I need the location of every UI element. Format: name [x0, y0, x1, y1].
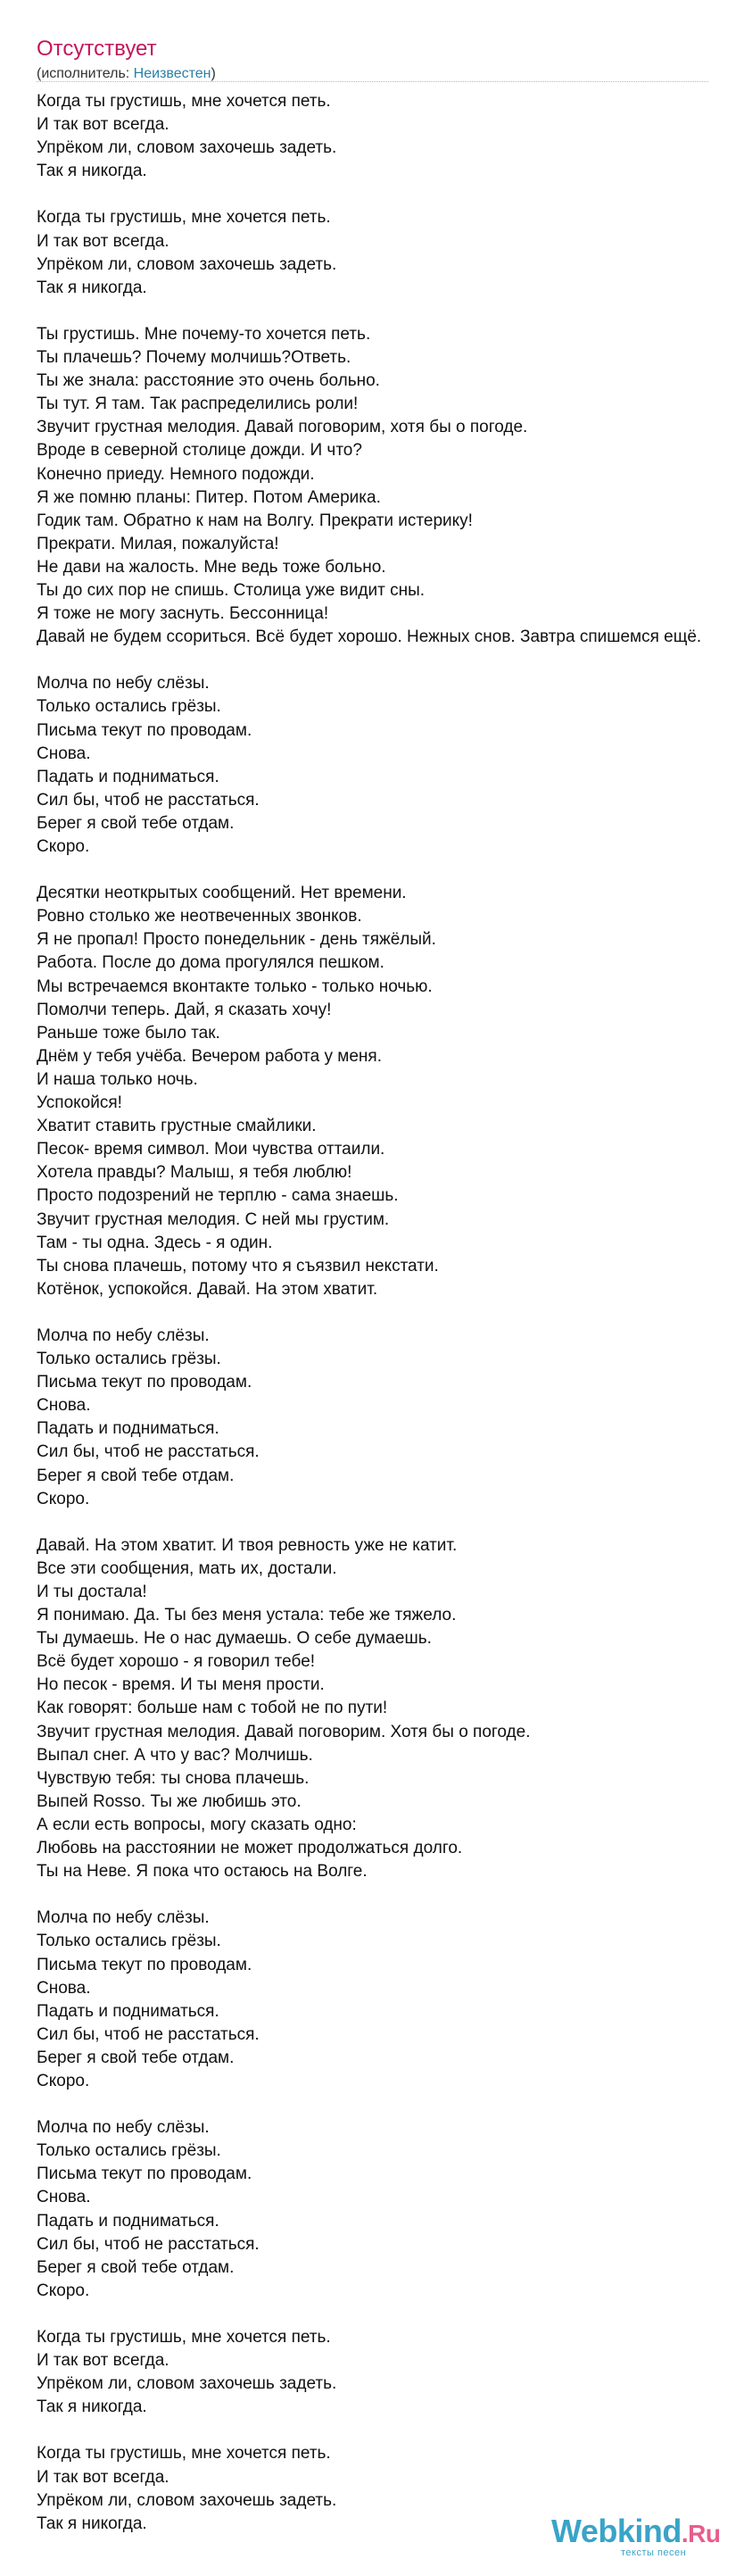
lyrics-line: Молча по небу слёзы. — [37, 2118, 210, 2138]
lyrics-line: Снова. — [37, 2188, 91, 2207]
lyrics-line: Хватит ставить грустные смайлики. — [37, 1117, 317, 1136]
lyrics-line: Вроде в северной столице дожди. И что? — [37, 441, 362, 461]
logo-tagline: тексты песен — [621, 2547, 687, 2558]
logo-wordmark — [551, 2514, 721, 2552]
lyrics-stanza — [37, 206, 741, 299]
webkind-logo[interactable] — [551, 2514, 721, 2564]
lyrics-line: Я понимаю. Да. Ты без меня устала: тебе же тяжело. — [37, 1606, 457, 1625]
lyrics-line: Ты плачешь? Почему молчишь?Ответь. — [37, 348, 351, 368]
lyrics-line: Сил бы, чтоб не расстаться. — [37, 1442, 260, 1462]
lyrics-stanza — [37, 90, 741, 183]
lyrics-line: Я тоже не могу заснуть. Бессонница! — [37, 604, 329, 624]
lyrics-line: Хотела правды? Малыш, я тебя люблю! — [37, 1163, 352, 1183]
lyrics-line: Падать и подниматься. — [37, 2211, 219, 2231]
lyrics-line: Прекрати. Милая, пожалуйста! — [37, 534, 279, 553]
lyrics-line: Днём у тебя учёба. Вечером работа у меня. — [37, 1046, 382, 1066]
lyrics-line: Скоро. — [37, 1489, 90, 1508]
lyrics-line: Молча по небу слёзы. — [37, 1325, 210, 1345]
lyrics-line: Ты тут. Я там. Так распределились роли! — [37, 395, 359, 414]
lyrics-stanza — [37, 1907, 741, 2093]
lyrics-line: Все эти сообщения, мать их, достали. — [37, 1558, 337, 1578]
lyrics-line: Выпей Rosso. Ты же любишь это. — [37, 1791, 302, 1811]
lyrics-line: Раньше тоже было так. — [37, 1023, 220, 1043]
lyrics-line: Когда ты грустишь, мне хочется петь. — [37, 2444, 331, 2464]
lyrics-stanza — [37, 1325, 741, 1511]
logo-kind-text: kind — [616, 2513, 682, 2549]
lyrics-line: Мы встречаемся вконтакте только - только ночью. — [37, 976, 433, 996]
lyrics-line: Годик там. Обратно к нам на Волгу. Прекрати истерику! — [37, 511, 473, 530]
lyrics-stanza — [37, 323, 741, 649]
lyrics-line: Работа. После до дома прогулялся пешком. — [37, 953, 384, 973]
header-divider — [37, 81, 708, 82]
lyrics-stanza — [37, 2116, 741, 2303]
lyrics-line: Только остались грёзы. — [37, 1932, 221, 1951]
lyrics-line: Берег я свой тебе отдам. — [37, 2257, 235, 2277]
lyrics-line: Ты грустишь. Мне почему-то хочется петь. — [37, 324, 371, 344]
song-header — [37, 36, 708, 84]
lyrics-line: Берег я свой тебе отдам. — [37, 813, 235, 833]
performer-suffix: ) — [211, 66, 216, 81]
lyrics-line: Я же помню планы: Питер. Потом Америка. — [37, 487, 381, 507]
lyrics-line: Снова. — [37, 744, 91, 763]
lyrics-line: И так вот всегда. — [37, 115, 169, 135]
lyrics-line: Скоро. — [37, 837, 90, 856]
lyrics-line: Когда ты грустишь, мне хочется петь. — [37, 208, 331, 228]
lyrics-line: Звучит грустная мелодия. Давай поговорим. Хотя бы о погоде. — [37, 1722, 531, 1741]
lyrics-line: Давай не будем ссориться. Всё будет хорошо. Нежных снов. Завтра спишемся ещё. — [37, 627, 702, 647]
lyrics-line: Десятки неоткрытых сообщений. Нет времени. — [37, 884, 407, 903]
lyrics-line: Ты на Неве. Я пока что остаюсь на Волге. — [37, 1862, 368, 1882]
lyrics-line: Упрёком ли, словом захочешь задеть. — [37, 138, 337, 158]
lyrics-line: Помолчи теперь. Дай, я сказать хочу! — [37, 1000, 332, 1019]
performer-link[interactable]: Неизвестен — [133, 66, 211, 81]
lyrics-line: Как говорят: больше нам с тобой не по пути! — [37, 1699, 388, 1718]
lyrics-stanza — [37, 882, 741, 1301]
lyrics-line: Звучит грустная мелодия. Давай поговорим, хотя бы о погоде. — [37, 418, 528, 437]
lyrics-line: Так я никогда. — [37, 162, 147, 181]
logo-web-text: Web — [551, 2513, 617, 2549]
logo-ru-text: .Ru — [681, 2520, 721, 2547]
lyrics-line: Письма текут по проводам. — [37, 2165, 252, 2184]
lyrics-line: Падать и подниматься. — [37, 767, 219, 786]
lyrics-line: И так вот всегда. — [37, 231, 169, 251]
lyrics-line: Успокойся! — [37, 1093, 122, 1113]
lyrics-line: Когда ты грустишь, мне хочется петь. — [37, 2328, 331, 2347]
lyrics-line: Письма текут по проводам. — [37, 1955, 252, 1974]
lyrics-body — [37, 90, 741, 2559]
lyrics-line: Когда ты грустишь, мне хочется петь. — [37, 92, 331, 111]
lyrics-line: Так я никогда. — [37, 2397, 147, 2417]
lyrics-line: Там - ты одна. Здесь - я один. — [37, 1233, 273, 1252]
lyrics-line: Падать и подниматься. — [37, 2001, 219, 2021]
lyrics-line: Ты до сих пор не спишь. Столица уже видит сны. — [37, 580, 426, 600]
lyrics-line: Упрёком ли, словом захочешь задеть. — [37, 254, 337, 274]
lyrics-line: Но песок - время. И ты меня прости. — [37, 1675, 325, 1695]
lyrics-line: Упрёком ли, словом захочешь задеть. — [37, 2374, 337, 2394]
lyrics-line: Молча по небу слёзы. — [37, 1908, 210, 1928]
lyrics-line: Так я никогда. — [37, 2514, 147, 2533]
lyrics-line: Ты снова плачешь, потому что я съязвил некстати. — [37, 1256, 439, 1276]
lyrics-line: Чувствую тебя: ты снова плачешь. — [37, 1768, 310, 1788]
lyrics-line: Выпал снег. А что у вас? Молчишь. — [37, 1745, 313, 1765]
lyrics-line: Снова. — [37, 1978, 91, 1998]
lyrics-line: Письма текут по проводам. — [37, 720, 252, 740]
lyrics-line: Давай. На этом хватит. И твоя ревность уже не катит. — [37, 1535, 458, 1555]
lyrics-line: И наша только ночь. — [37, 1069, 198, 1089]
lyrics-line: Берег я свой тебе отдам. — [37, 1466, 235, 1485]
lyrics-line: Скоро. — [37, 2071, 90, 2090]
lyrics-line: Не дави на жалость. Мне ведь тоже больно. — [37, 557, 386, 577]
lyrics-stanza — [37, 672, 741, 859]
lyrics-line: Так я никогда. — [37, 278, 147, 297]
lyrics-line: Сил бы, чтоб не расстаться. — [37, 2234, 260, 2254]
lyrics-line: Сил бы, чтоб не расстаться. — [37, 2024, 260, 2044]
lyrics-line: Котёнок, успокойся. Давай. На этом хватит. — [37, 1279, 378, 1299]
performer-prefix: (исполнитель: — [37, 66, 134, 81]
lyrics-line: Звучит грустная мелодия. С ней мы грустим. — [37, 1209, 390, 1229]
lyrics-line: И так вот всегда. — [37, 2467, 169, 2487]
lyrics-line: Просто подозрений не терплю - сама знаешь. — [37, 1186, 399, 1206]
song-title: Отсутствует — [37, 37, 157, 61]
lyrics-line: Ровно столько же неотвеченных звонков. — [37, 907, 362, 927]
lyrics-line: Любовь на расстоянии не может продолжаться долго. — [37, 1839, 463, 1858]
lyrics-stanza — [37, 1534, 741, 1883]
lyrics-line: Сил бы, чтоб не расстаться. — [37, 790, 260, 810]
lyrics-line: И ты достала! — [37, 1583, 147, 1601]
lyrics-line: Снова. — [37, 1396, 91, 1416]
lyrics-line: Только остались грёзы. — [37, 697, 221, 717]
lyrics-line: А если есть вопросы, могу сказать одно: — [37, 1815, 357, 1834]
lyrics-line: Песок- время символ. Мои чувства оттаили. — [37, 1140, 385, 1159]
lyrics-line: Берег я свой тебе отдам. — [37, 2048, 235, 2067]
lyrics-line: Упрёком ли, словом захочешь задеть. — [37, 2490, 337, 2510]
lyrics-line: Только остались грёзы. — [37, 2141, 221, 2161]
lyrics-line: И так вот всегда. — [37, 2351, 169, 2371]
lyrics-line: Всё будет хорошо - я говорил тебе! — [37, 1652, 316, 1672]
lyrics-line: Конечно приеду. Немного подожди. — [37, 464, 315, 484]
lyrics-line: Я не пропал! Просто понедельник - день тяжёлый. — [37, 930, 436, 950]
lyrics-stanza — [37, 2326, 741, 2419]
lyrics-line: Только остались грёзы. — [37, 1350, 221, 1369]
lyrics-line: Ты же знала: расстояние это очень больно. — [37, 371, 380, 391]
lyrics-line: Письма текут по проводам. — [37, 1373, 252, 1392]
lyrics-line: Ты думаешь. Не о нас думаешь. О себе думаешь. — [37, 1629, 432, 1649]
lyrics-line: Молча по небу слёзы. — [37, 674, 210, 694]
lyrics-line: Падать и подниматься. — [37, 1419, 219, 1439]
lyrics-line: Скоро. — [37, 2281, 90, 2300]
